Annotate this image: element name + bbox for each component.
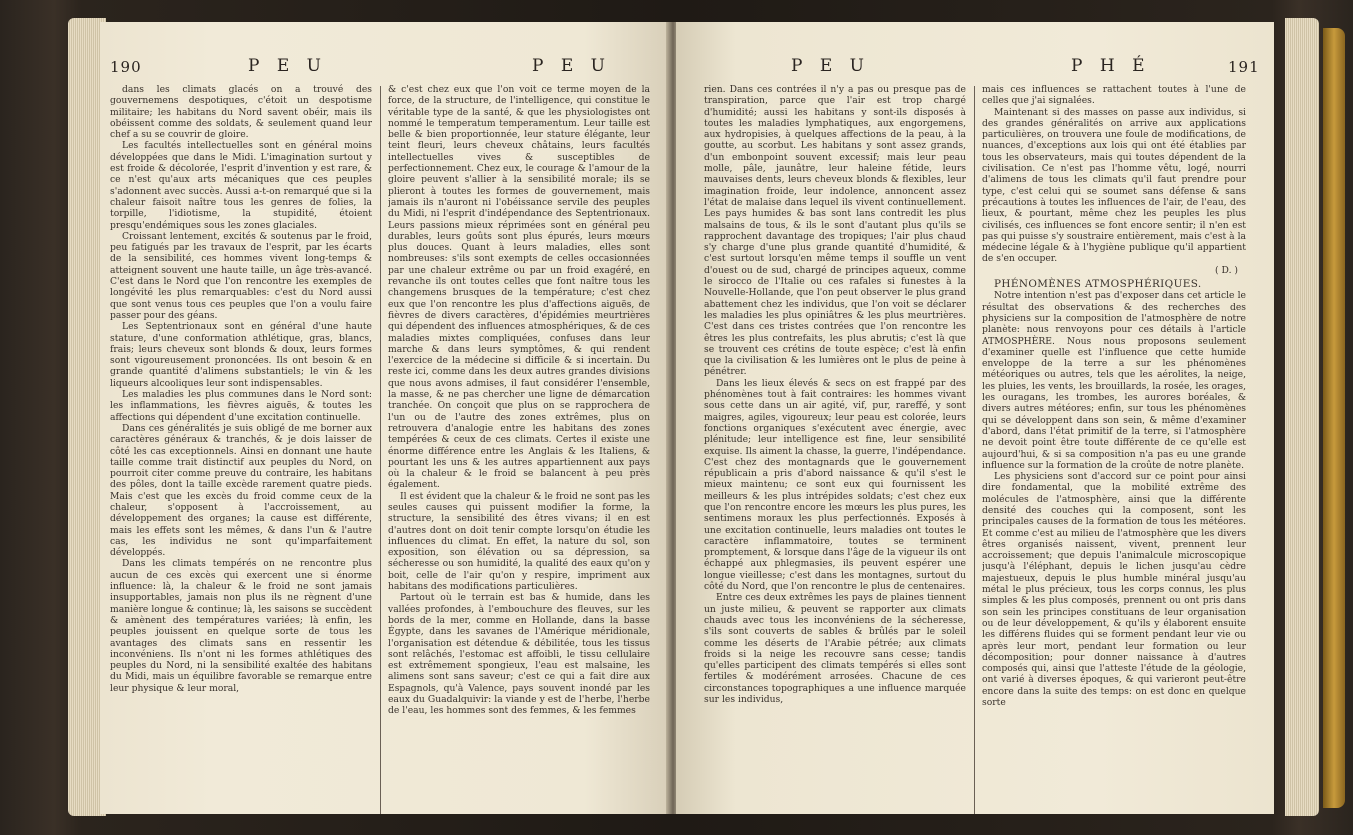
column-rule [974,86,975,814]
text-column-2 [982,84,1246,809]
paragraph: Croissant lentement, excités & soutenus par le froid, peu fatigués par les travaux de l'esprit, par les écarts de la sensibilité, ces hommes vivent long-temps & atteignent souvent une haute taille, un âge très-avancé. C'est dans le Nord que l'on rencontre les exemples de longévité les plus remarquables: c'est du Nord aussi que sont venus tous ces peuples que l'on a voulu faire passer pour des géans. [110,230,372,321]
section-title: PHÉNOMÈNES ATMOSPHÉRIQUES. [994,278,1202,291]
left-page [100,22,670,814]
paragraph: Dans ces généralités je suis obligé de me borner aux caractères généraux & tranchés, & je dois laisser de côté les cas exceptionnels. Ainsi en donnant une haute taille comme trait distinctif aux peuples du Nord, on pourroit citer comme preuve du contraire, les habitans des pôles, dont la taille excède rarement quatre pieds. Mais c'est que les excès du froid comme ceux de la chaleur, s'opposent à l'accroissement, au développement des organes; la cause est différente, mais les effets sont les mêmes, & dans l'un & l'autre cas, les individus ne sont qu'imparfaitement développés. [110,422,372,559]
column-rule [380,86,381,814]
running-header-left: P E U [248,56,327,76]
page-number: 190 [110,58,142,76]
paragraph: Entre ces deux extrêmes les pays de plaines tiennent un juste milieu, & peuvent se rapporter aux climats chauds avec tous les inconvéniens de la sécheresse, s'ils sont couverts de sables & brûlés par le soleil comme les déserts de l'Arabie pétrée; aux climats froids si la neige les recouvre sans cesse; tandis qu'elles participent des climats tempérés si elles sont fertiles & modérément arrosées. Chacune de ces circonstances topographiques a une influence marquée sur les individus, [704,592,966,706]
text-column-1 [110,84,372,809]
paragraph: Les physiciens sont d'accord sur ce point pour ainsi dire fondamental, que la mobilité extrême des molécules de l'atmosphère, ainsi que la différente densité des couches qui la composent, sont les principales causes de la formation de tous les météores. Et comme c'est au milieu de l'atmosphère que les divers êtres organisés naissent, vivent, prennent leur accroissement; que depuis l'animalcule microscopique jusqu'à l'éléphant, depuis le lichen jusqu'au cèdre majestueux, depuis le plus humble minéral jusqu'au métal le plus précieux, tous les corps connus, les plus simples & les plus composés, prennent ou ont pris dans son sein les principes constituans de leur organisation ou de leur développement, & qu'ils y élaborent ensuite les différens fluides qui se forment pendant leur vie ou après leur mort, pendant leur formation ou leur décomposition; pour donner naissance à d'autres composés qui, ainsi que l'atteste l'étude de la géologie, ont varié à diverses époques, & qui varieront peut-être encore dans la suite des temps: on est donc en quelque sorte [982,471,1246,709]
paragraph: mais ces influences se rattachent toutes à l'une de celles que j'ai signalées. [982,84,1246,107]
paragraph: Dans les lieux élevés & secs on est frappé par des phénomènes tout à fait contraires: les hommes vivant sous cette dans un air agité, vif, pur, rareffé, y sont maigres, agiles, vigoureux; leur peau est colorée, leurs fonctions organiques s'exécutent avec énergie, avec plénitude; leur intelligence est fine, leur sensibilité exquise. Ils aiment la chasse, la guerre, l'indépendance. C'est chez des montagnards que le gouvernement républicain a pris d'abord naissance & qu'il s'est le mieux maintenu; ce sont eux qui fournissent les meilleurs & les plus intrépides soldats; c'est chez eux que l'on rencontre encore les mœurs les plus pures, les sentimens moraux les plus perfectionnés. Exposés à une excitation continuelle, leurs maladies ont toutes le caractère inflammatoire, toutes se terminent promptement, & lorsque dans l'âge de la vigueur ils ont échappé aux phlegmasies, ils peuvent espérer une longue vieillesse; c'est dans les montagnes, surtout du côté du Nord, que l'on rencontre le plus de centenaires. [704,377,966,593]
paragraph: dans les climats glacés on a trouvé des gouvernemens despotiques, c'étoit un despotisme militaire; les habitans du Nord savent obéir, mais ils obéissent comme des soldats, & seulement quand leur chef a su se couvrir de gloire. [110,84,372,141]
paragraph: & c'est chez eux que l'on voit ce terme moyen de la force, de la structure, de l'intelligence, qui constitue le véritable type de la santé, & que les physiologistes ont nommé le temperatum temperamentum. Leur taille est belle & bien proportionnée, leur stature élégante, leur teint fleuri, leurs cheveux châtains, leurs facultés intellectuelles vives & susceptibles de perfectionnement. Chez eux, le courage & l'amour de la gloire peuvent s'allier à la sensibilité morale; ils se plieront à toutes les formes de gouvernement, mais jamais ils n'auront ni l'obéissance servile des peuples du Midi, ni l'esprit d'indépendance des Septentrionaux. Leurs passions mieux réprimées sont en général peu durables, leurs goûts sont plus épurés, leurs mœurs plus douces. Quant à leurs maladies, elles sont nombreuses: s'ils sont exempts de celles occasionnées par une chaleur extrême ou par un froid exagéré, en revanche ils ont toutes celles que font naître tous les changemens brusques de la température; c'est chez eux que l'on rencontre les plus d'affections aiguës, de fièvres de divers caractères, d'épidémies meurtrières qui dépendent des influences atmosphériques, & de ces maladies mixtes compliquées, confuses dans leur marche & dans leurs symptômes, & qui rendent l'exercice de la médecine si difficile & si incertain. Du reste ici, comme dans les deux autres grandes divisions que nous avons admises, il faut considérer l'ensemble, la masse, & ne pas chercher une ligne de démarcation tranchée. On conçoit que plus on se rapprochera de l'un ou de l'autre des zones extrêmes, plus on retrouvera d'analogie entre les habitans des zones tempérées & ceux de ces climats. Certes il existe une énorme différence entre les Anglais & les Italiens, & pourtant les uns & les autres appartiennent aux pays où la chaleur & le froid se balancent à peu près également. [388,84,650,491]
paragraph: rien. Dans ces contrées il n'y a pas ou presque pas de transpiration, parce que l'air est trop chargé d'humidité; aussi les habitans y sont-ils disposés à toutes les maladies lymphatiques, aux engorgemens, aux hydropisies, à quelques affections de la peau, à la goutte, au scorbut. Les habitans y sont assez grands, d'un embonpoint souvent excessif; mais leur peau molle, pâle, jaunâtre, leur haleine fétide, leurs mauvaises dents, leurs cheveux blonds & flexibles, leur imagination froide, leur indolence, annoncent assez l'état de malaise dans lequel ils vivent continuellement. Les pays humides & bas sont lans contredit les plus malsains de tous, & ils le sont d'autant plus qu'ils se rapprochent davantage des tropiques; l'air plus chaud s'y charge d'une plus grande quantité d'humidité, & c'est surtout lorsqu'en même temps il souffle un vent d'ouest ou de sud, chargé de principes aqueux, comme le sirocco de l'Italie ou ces rafales si funestes à la Nouvelle-Hollande, que l'on peut observer le plus grand abattement chez les individus, que l'on voit se déclarer les maladies les plus opiniâtres & les plus meurtrières. C'est dans ces tristes contrées que l'on rencontre les êtres les plus contrefaits, les plus abrutis; c'est là que se trouvent ces crétins de toute espèce; c'est là enfin que la civilisation & les lumières ont le plus de peine à pénétrer. [704,84,966,378]
author-signature: ( D. ) [1215,264,1238,276]
page-edges-right [1285,18,1319,816]
text-column-2 [388,84,650,809]
paragraph: Les Septentrionaux sont en général d'une haute stature, d'une conformation athlétique, gras, blancs, frais; leurs cheveux sont blonds & doux, leurs formes sont vigoureusement prononcées. Ils ont besoin & en grande quantité d'alimens substantiels; le vin & les liqueurs alcooliques leur sont indispensables. [110,321,372,389]
running-header-right: P E U [532,56,611,76]
paragraph: Maintenant si des masses on passe aux individus, si des grandes généralités on arrive aux applications particulières, on trouvera une foule de modifications, de nuances, d'exceptions aux lois qui ont été établies par tous les observateurs, mais qui toutes dépendent de la civilisation. Ce n'est pas l'homme vêtu, logé, nourri d'alimens de tous les climats qu'il faut prendre pour type, c'est celui qui se soumet sans défense & sans précautions à toutes les influences de l'air, de l'eau, des lieux, & pourtant, même chez les peuples les plus civilisés, ces influences se font encore sentir; il n'en est pas qui puisse s'y soustraire entièrement, mais c'est à la médecine légale & à l'hygiène publique qu'il appartient de s'en occuper. [982,106,1246,265]
paragraph: Les facultés intellectuelles sont en général moins développées que dans le Midi. L'imagination surtout y est froide & décolorée, l'esprit d'invention y est rare, & ce n'est qu'aux arts mécaniques que ces peuples s'adonnent avec succès. Aussi a-t-on remarqué que si la chaleur faisoit naître tous les genres de folies, la torpille, l'idiotisme, la stupidité, étoient presqu'endémiques sous les zones glaciales. [110,140,372,231]
right-page [676,22,1274,814]
text-column-1 [704,84,966,809]
page-number: 191 [1228,58,1260,76]
gilt-edge [1323,28,1345,808]
paragraph: Les maladies les plus communes dans le Nord sont: les inflammations, les fièvres aiguës, & toutes les affections qui dépendent d'une excitation continuelle. [110,389,372,423]
paragraph: Dans les climats tempérés on ne rencontre plus aucun de ces excès qui exercent une si énorme influence: là, la chaleur & le froid ne sont jamais insupportables, jamais non plus ils ne règnent d'une manière longue & continue; là, les saisons se succèdent & amènent des températures variées; là enfin, les peuples jouissent en quelque sorte de tous les avantages des climats sans en ressentir les inconvéniens. Ils n'ont ni les formes athlétiques des peuples du Nord, ni la sensibilité exaltée des habitans du Midi, mais un équilibre favorable se remarque entre leur physique & leur moral, [110,558,372,694]
paragraph: Notre intention n'est pas d'exposer dans cet article le résultat des observations & des recherches des physiciens sur la composition de l'atmosphère de notre planète: nous renvoyons pour ces détails à l'article ATMOSPHÈRE. Nous nous proposons seulement d'examiner quelle est l'influence que cette humide enveloppe de la terre a sur les phénomènes météoriques ou autres, tels que les aérolites, la neige, les pluies, les vents, les brouillards, la rosée, les orages, les ouragans, les trombes, les aurores boréales, & divers autres météores; enfin, sur tous les phénomènes qui se développent dans son sein, & même d'examiner d'abord, dans l'état primitif de la terre, si l'atmosphère ne devoit point être toute différente de ce qu'elle est aujourd'hui, & si sa composition n'a pas eu une grande influence sur la formation de la croûte de notre planète. [982,290,1246,471]
paragraph: Il est évident que la chaleur & le froid ne sont pas les seules causes qui puissent modifier la forme, la structure, la sensibilité des êtres vivans; il en est d'autres dont on doit tenir compte lorsqu'on étudie les influences du climat. En effet, la nature du sol, son exposition, son élévation ou sa dépression, sa sécheresse ou son humidité, la qualité des eaux qu'on y boit, celle de l'air qu'on y respire, impriment aux habitans des modifications particulières. [388,490,650,593]
running-header-right: P H É [1071,56,1151,76]
paragraph: Partout où le terrain est bas & humide, dans les vallées profondes, à l'embouchure des fleuves, sur les bords de la mer, comme en Hollande, dans la basse Égypte, dans les savanes de l'Amérique méridionale, l'organisation est détendue & débilitée, tous les tissus sont relâchés, l'estomac est affoibli, le tissu cellulaire est extrêmement spongieux, l'eau est malsaine, les alimens sont sans saveur; c'est ce qui a fait dire aux Espagnols, qu'à Valence, pays souvent inondé par les eaux du Guadalquivir: la viande y est de l'herbe, l'herbe de l'eau, les hommes sont des femmes, & les femmes [388,592,650,717]
running-header-left: P E U [791,56,870,76]
